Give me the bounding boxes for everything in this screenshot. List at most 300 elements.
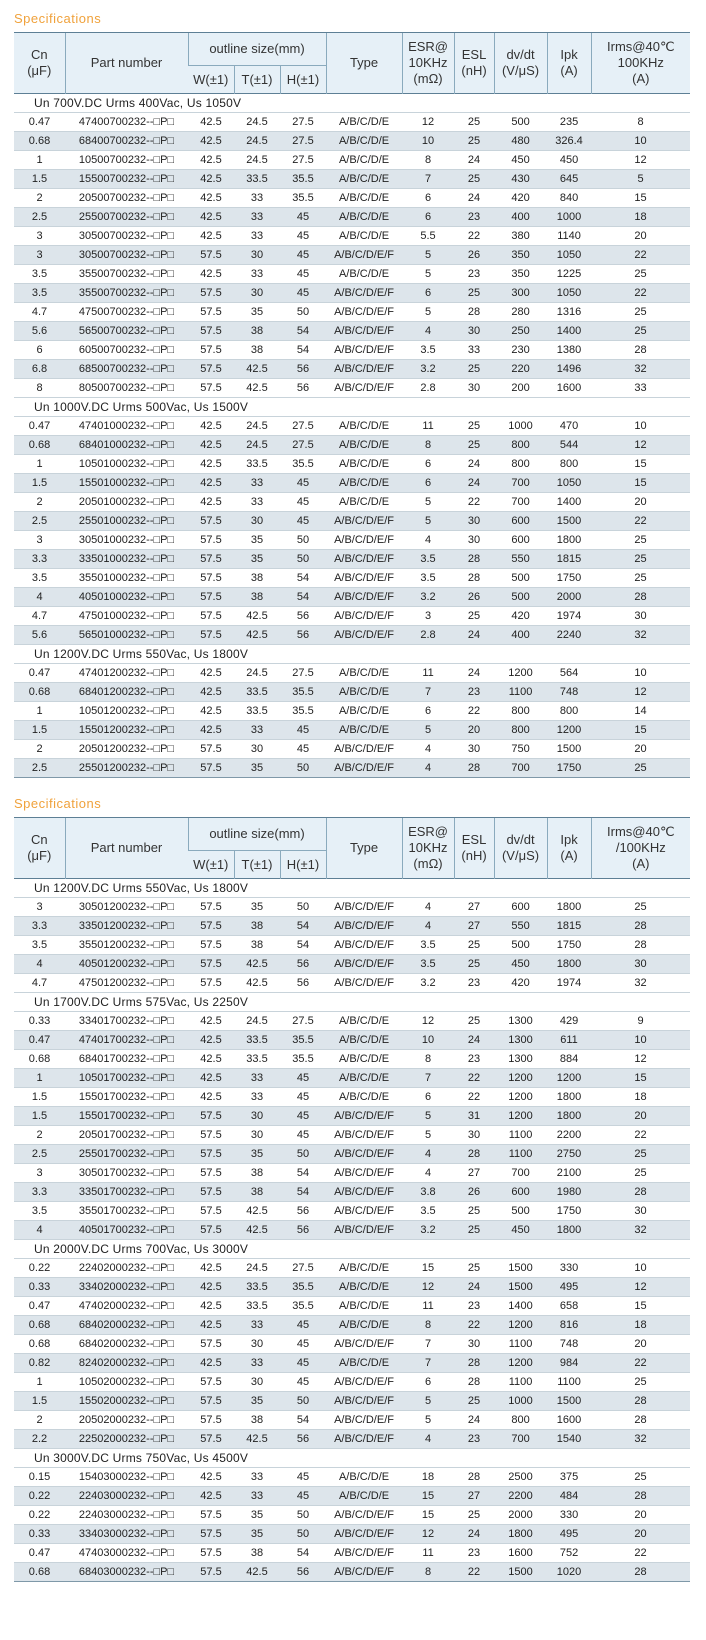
cell-w: 57.5: [188, 936, 234, 955]
table-row: [14, 265, 690, 284]
cell-h: 50: [280, 759, 326, 778]
cell-irms: 22: [591, 246, 690, 265]
cell-irms: 25: [591, 569, 690, 588]
section-title: Specifications: [14, 11, 102, 26]
cell-t: 35: [234, 1525, 280, 1544]
table-row: [14, 664, 690, 683]
cell-esr: 18: [402, 1468, 454, 1487]
cell-type: A/B/C/D/E/F: [326, 550, 402, 569]
cell-part-number: 22403000232--□P□: [65, 1506, 188, 1525]
cell-part-number: 47501000232--□P□: [65, 607, 188, 626]
cell-dvdt: 1600: [494, 1544, 547, 1563]
cell-t: 33: [234, 721, 280, 740]
cell-esr: 12: [402, 1525, 454, 1544]
cell-ipk: 2000: [547, 588, 591, 607]
cell-w: 42.5: [188, 1012, 234, 1031]
cell-cn: 5.6: [14, 322, 65, 341]
cell-type: A/B/C/D/E/F: [326, 1202, 402, 1221]
cell-esl: 27: [454, 898, 494, 917]
cell-t: 35: [234, 550, 280, 569]
table-row: [14, 189, 690, 208]
cell-type: A/B/C/D/E: [326, 265, 402, 284]
cell-esl: 26: [454, 588, 494, 607]
cell-irms: 22: [591, 1544, 690, 1563]
cell-type: A/B/C/D/E/F: [326, 1107, 402, 1126]
cell-h: 45: [280, 721, 326, 740]
cell-dvdt: 1100: [494, 1373, 547, 1392]
cell-h: 50: [280, 1392, 326, 1411]
cell-h: 54: [280, 341, 326, 360]
cell-esr: 8: [402, 1563, 454, 1582]
cell-part-number: 68400700232--□P□: [65, 132, 188, 151]
cell-t: 33: [234, 189, 280, 208]
cell-esl: 25: [454, 1392, 494, 1411]
cell-h: 45: [280, 265, 326, 284]
cell-part-number: 15501000232--□P□: [65, 474, 188, 493]
cell-irms: 28: [591, 1183, 690, 1202]
table-row: [14, 1069, 690, 1088]
cell-h: 45: [280, 1107, 326, 1126]
cell-cn: 4: [14, 1221, 65, 1240]
cell-ipk: 326.4: [547, 132, 591, 151]
cell-h: 56: [280, 955, 326, 974]
cell-ipk: 235: [547, 113, 591, 132]
cell-w: 57.5: [188, 1544, 234, 1563]
cell-dvdt: 1800: [494, 1525, 547, 1544]
cell-t: 30: [234, 1126, 280, 1145]
cell-ipk: 1800: [547, 531, 591, 550]
cell-type: A/B/C/D/E/F: [326, 740, 402, 759]
cell-t: 30: [234, 246, 280, 265]
cell-h: 35.5: [280, 1050, 326, 1069]
cell-t: 24.5: [234, 664, 280, 683]
cell-irms: 25: [591, 1373, 690, 1392]
cell-dvdt: 600: [494, 1183, 547, 1202]
cell-h: 54: [280, 569, 326, 588]
cell-esl: 25: [454, 955, 494, 974]
cell-part-number: 30501000232--□P□: [65, 531, 188, 550]
cell-ipk: 1540: [547, 1430, 591, 1449]
cell-type: A/B/C/D/E: [326, 170, 402, 189]
cell-part-number: 10501700232--□P□: [65, 1069, 188, 1088]
cell-dvdt: 420: [494, 607, 547, 626]
cell-ipk: 495: [547, 1278, 591, 1297]
cell-w: 42.5: [188, 1354, 234, 1373]
table-row: [14, 721, 690, 740]
table-row: [14, 1335, 690, 1354]
cell-w: 57.5: [188, 607, 234, 626]
cell-ipk: 752: [547, 1544, 591, 1563]
cell-dvdt: 700: [494, 493, 547, 512]
cell-ipk: 1500: [547, 1392, 591, 1411]
cell-h: 45: [280, 1487, 326, 1506]
cell-dvdt: 220: [494, 360, 547, 379]
cell-dvdt: 1200: [494, 1316, 547, 1335]
cell-esl: 23: [454, 974, 494, 993]
cell-h: 45: [280, 284, 326, 303]
cell-type: A/B/C/D/E/F: [326, 379, 402, 398]
cell-dvdt: 1200: [494, 1069, 547, 1088]
cell-type: A/B/C/D/E/F: [326, 360, 402, 379]
table-row: [14, 322, 690, 341]
table-row: [14, 417, 690, 436]
group-label: Un 1700V.DC Urms 575Vac, Us 2250V: [14, 993, 690, 1012]
cell-dvdt: 1500: [494, 1278, 547, 1297]
header-ipk: Ipk (A): [547, 818, 591, 879]
cell-part-number: 47401200232--□P□: [65, 664, 188, 683]
cell-t: 42.5: [234, 1563, 280, 1582]
cell-h: 56: [280, 1563, 326, 1582]
cell-dvdt: 230: [494, 341, 547, 360]
cell-esl: 30: [454, 322, 494, 341]
cell-cn: 0.22: [14, 1487, 65, 1506]
cell-esl: 24: [454, 1525, 494, 1544]
cell-esl: 22: [454, 493, 494, 512]
cell-ipk: 1140: [547, 227, 591, 246]
cell-ipk: 1980: [547, 1183, 591, 1202]
cell-t: 42.5: [234, 360, 280, 379]
cell-esr: 4: [402, 531, 454, 550]
cell-type: A/B/C/D/E/F: [326, 955, 402, 974]
header-esr: ESR@ 10KHz (mΩ): [402, 818, 454, 879]
header-cn: Cn (μF): [14, 33, 65, 94]
cell-cn: 4: [14, 955, 65, 974]
cell-type: A/B/C/D/E/F: [326, 898, 402, 917]
cell-irms: 25: [591, 531, 690, 550]
cell-cn: 0.47: [14, 417, 65, 436]
cell-esr: 11: [402, 664, 454, 683]
cell-esr: 4: [402, 1164, 454, 1183]
cell-esl: 23: [454, 265, 494, 284]
cell-dvdt: 430: [494, 170, 547, 189]
cell-t: 30: [234, 284, 280, 303]
cell-w: 57.5: [188, 626, 234, 645]
cell-irms: 25: [591, 265, 690, 284]
cell-ipk: 450: [547, 151, 591, 170]
cell-w: 42.5: [188, 1487, 234, 1506]
cell-irms: 32: [591, 1430, 690, 1449]
cell-dvdt: 600: [494, 898, 547, 917]
cell-esr: 5: [402, 1126, 454, 1145]
cell-dvdt: 700: [494, 474, 547, 493]
cell-type: A/B/C/D/E/F: [326, 974, 402, 993]
cell-w: 57.5: [188, 512, 234, 531]
cell-type: A/B/C/D/E: [326, 1012, 402, 1031]
cell-type: A/B/C/D/E/F: [326, 1373, 402, 1392]
cell-w: 57.5: [188, 1183, 234, 1202]
cell-t: 42.5: [234, 974, 280, 993]
cell-dvdt: 450: [494, 151, 547, 170]
cell-cn: 3: [14, 1164, 65, 1183]
cell-cn: 0.47: [14, 664, 65, 683]
cell-h: 56: [280, 626, 326, 645]
cell-h: 45: [280, 512, 326, 531]
cell-dvdt: 2000: [494, 1506, 547, 1525]
cell-part-number: 10501200232--□P□: [65, 702, 188, 721]
cell-t: 33.5: [234, 170, 280, 189]
cell-dvdt: 500: [494, 113, 547, 132]
cell-irms: 15: [591, 1069, 690, 1088]
cell-esl: 33: [454, 341, 494, 360]
cell-w: 57.5: [188, 1430, 234, 1449]
cell-t: 42.5: [234, 379, 280, 398]
cell-ipk: 1800: [547, 898, 591, 917]
cell-w: 57.5: [188, 1126, 234, 1145]
table-row: [14, 1259, 690, 1278]
cell-h: 50: [280, 1525, 326, 1544]
cell-esr: 15: [402, 1259, 454, 1278]
cell-esl: 27: [454, 917, 494, 936]
table-row: [14, 1278, 690, 1297]
cell-dvdt: 500: [494, 588, 547, 607]
cell-type: A/B/C/D/E: [326, 1259, 402, 1278]
cell-irms: 32: [591, 974, 690, 993]
cell-t: 30: [234, 512, 280, 531]
header-type: Type: [326, 818, 402, 879]
table-row: [14, 1373, 690, 1392]
cell-type: A/B/C/D/E: [326, 132, 402, 151]
cell-esl: 25: [454, 607, 494, 626]
cell-cn: 1.5: [14, 1088, 65, 1107]
cell-irms: 28: [591, 1392, 690, 1411]
cell-w: 57.5: [188, 1563, 234, 1582]
table-row: [14, 1430, 690, 1449]
cell-esr: 4: [402, 917, 454, 936]
cell-w: 57.5: [188, 1335, 234, 1354]
cell-ipk: 1050: [547, 284, 591, 303]
cell-ipk: 1800: [547, 1107, 591, 1126]
cell-w: 42.5: [188, 189, 234, 208]
cell-irms: 30: [591, 607, 690, 626]
cell-esl: 20: [454, 721, 494, 740]
cell-dvdt: 500: [494, 569, 547, 588]
cell-esl: 28: [454, 1468, 494, 1487]
cell-irms: 25: [591, 1145, 690, 1164]
cell-dvdt: 1300: [494, 1031, 547, 1050]
header-irms: Irms@40℃ 100KHz (A): [591, 33, 690, 94]
cell-type: A/B/C/D/E/F: [326, 1544, 402, 1563]
cell-h: 35.5: [280, 683, 326, 702]
header-w: W(±1): [188, 66, 234, 94]
cell-irms: 15: [591, 189, 690, 208]
cell-w: 42.5: [188, 113, 234, 132]
cell-esr: 10: [402, 1031, 454, 1050]
cell-w: 57.5: [188, 1411, 234, 1430]
cell-dvdt: 700: [494, 1430, 547, 1449]
cell-irms: 28: [591, 917, 690, 936]
cell-irms: 20: [591, 1107, 690, 1126]
cell-esl: 25: [454, 417, 494, 436]
cell-ipk: 330: [547, 1506, 591, 1525]
cell-ipk: 816: [547, 1316, 591, 1335]
table-row: [14, 588, 690, 607]
cell-w: 57.5: [188, 1506, 234, 1525]
cell-esr: 2.8: [402, 379, 454, 398]
cell-h: 50: [280, 531, 326, 550]
cell-t: 33.5: [234, 455, 280, 474]
cell-type: A/B/C/D/E: [326, 1278, 402, 1297]
cell-w: 42.5: [188, 721, 234, 740]
cell-dvdt: 1300: [494, 1050, 547, 1069]
cell-dvdt: 800: [494, 436, 547, 455]
cell-esl: 23: [454, 683, 494, 702]
cell-t: 33: [234, 474, 280, 493]
cell-esr: 3.2: [402, 588, 454, 607]
cell-dvdt: 420: [494, 189, 547, 208]
cell-h: 35.5: [280, 170, 326, 189]
cell-cn: 1.5: [14, 170, 65, 189]
cell-esr: 3.2: [402, 974, 454, 993]
cell-cn: 0.15: [14, 1468, 65, 1487]
cell-ipk: 1800: [547, 955, 591, 974]
cell-t: 42.5: [234, 1221, 280, 1240]
cell-dvdt: 450: [494, 1221, 547, 1240]
table-row: [14, 607, 690, 626]
cell-dvdt: 1200: [494, 1088, 547, 1107]
cell-t: 38: [234, 1411, 280, 1430]
cell-cn: 2.2: [14, 1430, 65, 1449]
cell-cn: 2: [14, 1126, 65, 1145]
cell-t: 35: [234, 531, 280, 550]
cell-cn: 0.68: [14, 1563, 65, 1582]
cell-irms: 25: [591, 550, 690, 569]
cell-part-number: 30500700232--□P□: [65, 227, 188, 246]
cell-type: A/B/C/D/E: [326, 474, 402, 493]
cell-h: 27.5: [280, 417, 326, 436]
cell-part-number: 15501200232--□P□: [65, 721, 188, 740]
cell-w: 42.5: [188, 474, 234, 493]
cell-ipk: 1000: [547, 208, 591, 227]
cell-esr: 6: [402, 474, 454, 493]
cell-t: 38: [234, 917, 280, 936]
cell-esl: 30: [454, 379, 494, 398]
cell-esr: 11: [402, 417, 454, 436]
cell-dvdt: 1000: [494, 417, 547, 436]
cell-type: A/B/C/D/E: [326, 493, 402, 512]
cell-type: A/B/C/D/E: [326, 1050, 402, 1069]
cell-part-number: 25501200232--□P□: [65, 759, 188, 778]
cell-irms: 32: [591, 626, 690, 645]
cell-w: 57.5: [188, 569, 234, 588]
cell-dvdt: 800: [494, 702, 547, 721]
cell-h: 56: [280, 1221, 326, 1240]
table-row: [14, 341, 690, 360]
cell-esl: 23: [454, 1050, 494, 1069]
table-row: [14, 360, 690, 379]
cell-esr: 10: [402, 132, 454, 151]
cell-t: 33.5: [234, 1050, 280, 1069]
cell-type: A/B/C/D/E/F: [326, 284, 402, 303]
cell-type: A/B/C/D/E/F: [326, 1145, 402, 1164]
cell-esr: 3: [402, 607, 454, 626]
cell-esr: 5: [402, 493, 454, 512]
cell-esr: 3.5: [402, 341, 454, 360]
table-row: [14, 759, 690, 778]
table-row: [14, 1145, 690, 1164]
cell-t: 33: [234, 1354, 280, 1373]
cell-esl: 23: [454, 1544, 494, 1563]
cell-w: 42.5: [188, 683, 234, 702]
cell-w: 42.5: [188, 493, 234, 512]
cell-type: A/B/C/D/E/F: [326, 626, 402, 645]
cell-dvdt: 1000: [494, 1392, 547, 1411]
cell-h: 35.5: [280, 1297, 326, 1316]
cell-irms: 12: [591, 683, 690, 702]
cell-h: 45: [280, 227, 326, 246]
cell-cn: 4.7: [14, 974, 65, 993]
cell-h: 35.5: [280, 1031, 326, 1050]
cell-ipk: 1974: [547, 607, 591, 626]
cell-part-number: 68401200232--□P□: [65, 683, 188, 702]
group-header-row: [14, 1240, 690, 1259]
cell-t: 33: [234, 265, 280, 284]
cell-esl: 25: [454, 1221, 494, 1240]
cell-dvdt: 1100: [494, 683, 547, 702]
spec-table-1: [14, 32, 690, 778]
header-h: H(±1): [280, 66, 326, 94]
cell-t: 42.5: [234, 1430, 280, 1449]
cell-h: 54: [280, 1164, 326, 1183]
cell-t: 33: [234, 1316, 280, 1335]
cell-esr: 3.2: [402, 1221, 454, 1240]
cell-ipk: 1600: [547, 379, 591, 398]
table-row: [14, 303, 690, 322]
group-label: Un 1000V.DC Urms 500Vac, Us 1500V: [14, 398, 690, 417]
cell-esr: 6: [402, 702, 454, 721]
cell-cn: 1: [14, 455, 65, 474]
cell-esr: 7: [402, 1354, 454, 1373]
cell-type: A/B/C/D/E/F: [326, 1506, 402, 1525]
cell-esl: 24: [454, 151, 494, 170]
cell-esl: 28: [454, 1373, 494, 1392]
cell-esl: 25: [454, 1012, 494, 1031]
cell-esl: 22: [454, 1069, 494, 1088]
cell-part-number: 20500700232--□P□: [65, 189, 188, 208]
cell-ipk: 1020: [547, 1563, 591, 1582]
cell-cn: 1: [14, 1373, 65, 1392]
cell-cn: 0.22: [14, 1259, 65, 1278]
cell-part-number: 33501200232--□P□: [65, 917, 188, 936]
table-row: [14, 1031, 690, 1050]
cell-esr: 4: [402, 759, 454, 778]
cell-esl: 23: [454, 1297, 494, 1316]
cell-ipk: 1815: [547, 917, 591, 936]
cell-irms: 20: [591, 740, 690, 759]
cell-cn: 3: [14, 227, 65, 246]
cell-h: 50: [280, 898, 326, 917]
cell-ipk: 800: [547, 702, 591, 721]
cell-dvdt: 800: [494, 721, 547, 740]
table-row: [14, 1107, 690, 1126]
cell-irms: 15: [591, 455, 690, 474]
cell-dvdt: 350: [494, 246, 547, 265]
cell-w: 57.5: [188, 1221, 234, 1240]
cell-esr: 6: [402, 1088, 454, 1107]
cell-part-number: 35501700232--□P□: [65, 1202, 188, 1221]
cell-cn: 2: [14, 1411, 65, 1430]
cell-w: 57.5: [188, 1164, 234, 1183]
cell-w: 57.5: [188, 898, 234, 917]
cell-w: 42.5: [188, 417, 234, 436]
table-row: [14, 208, 690, 227]
cell-t: 24.5: [234, 132, 280, 151]
cell-t: 42.5: [234, 1202, 280, 1221]
cell-esl: 22: [454, 1088, 494, 1107]
cell-cn: 1.5: [14, 1107, 65, 1126]
cell-h: 54: [280, 588, 326, 607]
cell-t: 42.5: [234, 607, 280, 626]
cell-dvdt: 600: [494, 512, 547, 531]
